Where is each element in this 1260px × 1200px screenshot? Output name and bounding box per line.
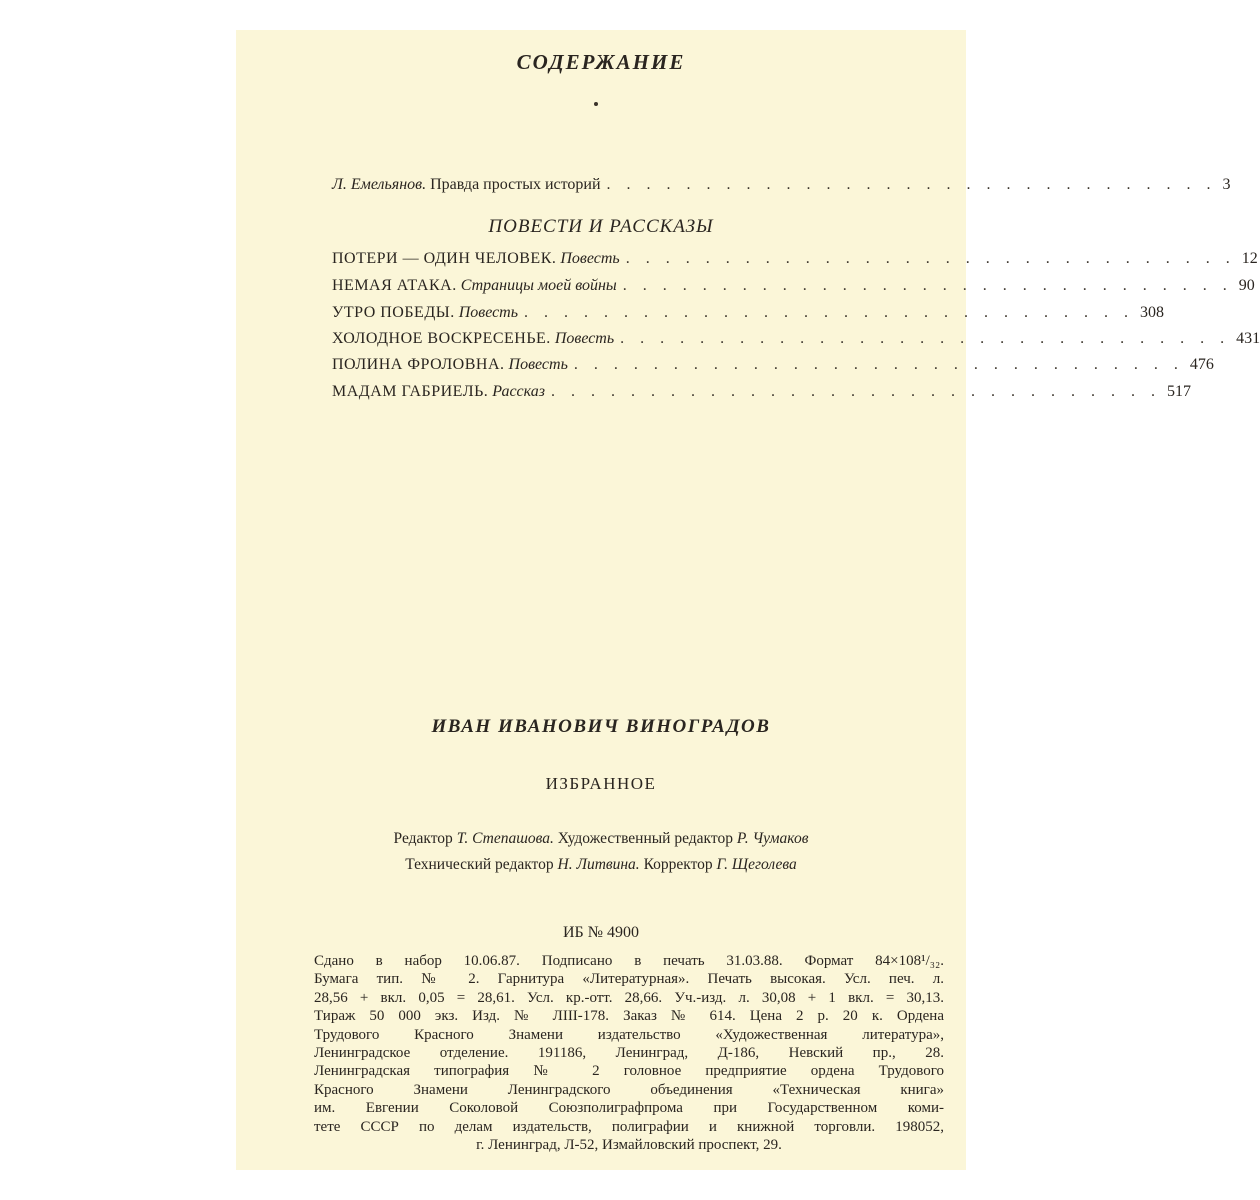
leader-dots: . . . . . . . . . . . . . . . . . . . . . . . . . . . . . . . [550,383,1161,400]
editor-name: Т. Степашова. [456,830,554,847]
tech-editor-name: Н. Литвина. [557,856,640,873]
credits-line-1 [236,830,966,848]
intro-title: Правда простых историй [430,176,601,193]
art-editor-name: Р. Чумаков [736,830,809,847]
contents-heading: СОДЕРЖАНИЕ [516,50,686,74]
toc-intro-row [332,176,1231,202]
toc-entry [332,250,1258,276]
entry-title: ПОЛИНА ФРОЛОВНА. [332,356,505,373]
credits-line-2 [236,856,966,874]
book-title: ИЗБРАННОЕ [545,774,657,793]
page-number: 517 [1166,383,1191,400]
imprint-line: 28,56 + вкл. 0,05 = 28,61. Усл. кр.-отт. 28,66. Уч.-изд. л. 30,08 + 1 вкл. = 30,13. [314,989,944,1006]
entry-subtitle: Повесть [458,304,519,321]
tech-editor-label: Технический редактор [405,856,554,873]
ornament-dot [594,102,598,106]
section-heading: ПОВЕСТИ И РАССКАЗЫ [488,216,714,237]
imprint-block [314,952,944,1154]
leader-dots: . . . . . . . . . . . . . . . . . . . . . . . . . . . . . . . [573,356,1184,373]
page-number: 308 [1140,304,1165,321]
entry-title: ХОЛОДНОЕ ВОСКРЕСЕНЬЕ. [332,330,551,347]
leader-dots: . . . . . . . . . . . . . . . . . . . . . . . . . . . . . . . [606,176,1217,193]
toc-entry [332,304,1165,330]
imprint-line: тете СССР по делам издательств, полиграфии и книжной торговли. 198052, [314,1118,944,1135]
entry-title: НЕМАЯ АТАКА. [332,277,457,294]
leader-dots: . . . . . . . . . . . . . . . . . . . . . . . . . . . . . . . [622,277,1233,294]
entry-title: МАДАМ ГАБРИЕЛЬ. [332,383,489,400]
entry-title: УТРО ПОБЕДЫ. [332,304,455,321]
ib-number: ИБ № 4900 [562,924,639,941]
editor-label: Редактор [393,830,453,847]
toc-entry [332,277,1255,303]
book-author: ИВАН ИВАНОВИЧ ВИНОГРАДОВ [431,716,771,737]
leader-dots: . . . . . . . . . . . . . . . . . . . . . . . . . . . . . . . [625,250,1236,267]
leader-dots: . . . . . . . . . . . . . . . . . . . . . . . . . . . . . . . [524,304,1135,321]
entry-subtitle: Повесть [554,330,615,347]
art-editor-label: Художественный редактор [557,830,733,847]
imprint-line: Ленинградская типография № 2 головное предприятие ордена Трудового [314,1063,944,1080]
imprint-line: Сдано в набор 10.06.87. Подписано в печать 31.03.88. Формат 84×108¹/₃₂. [314,953,944,969]
page-number: 12 [1241,250,1258,267]
imprint-line: Бумага тип. № 2. Гарнитура «Литературная». Печать высокая. Усл. печ. л. [314,971,944,988]
entry-subtitle: Повесть [560,250,620,267]
imprint-line: им. Евгении Соколовой Союзполиграфпрома при Государственном коми- [314,1100,944,1117]
toc-entry [332,330,1260,356]
imprint-line: Красного Знамени Ленинградского объединения «Техническая книга» [314,1081,944,1098]
corrector-name: Г. Щеголева [716,856,797,873]
leader-dots: . . . . . . . . . . . . . . . . . . . . . . . . . . . . . . . [620,330,1231,347]
toc-entry [332,383,1191,409]
corrector-label: Корректор [643,856,713,873]
page-number: 476 [1189,356,1214,373]
intro-author: Л. Емельянов. [332,176,427,193]
entry-title: ПОТЕРИ — ОДИН ЧЕЛОВЕК. [332,250,557,267]
entry-subtitle: Страницы моей войны [460,277,617,294]
toc-entry [332,356,1214,382]
page-number: 90 [1238,277,1255,294]
entry-subtitle: Рассказ [492,383,545,400]
entry-subtitle: Повесть [508,356,568,373]
page-number: 3 [1222,176,1231,193]
imprint-line: Тираж 50 000 экз. Изд. № ЛIII-178. Заказ № 614. Цена 2 р. 20 к. Ордена [314,1008,944,1025]
book-page [236,30,1260,1170]
imprint-line: г. Ленинград, Л-52, Измайловский проспект, 29. [476,1137,782,1154]
imprint-line: Ленинградское отделение. 191186, Ленинград, Д-186, Невский пр., 28. [314,1045,944,1062]
imprint-line: Трудового Красного Знамени издательство «Художественная литература», [314,1026,944,1043]
page-number: 431 [1236,330,1260,347]
